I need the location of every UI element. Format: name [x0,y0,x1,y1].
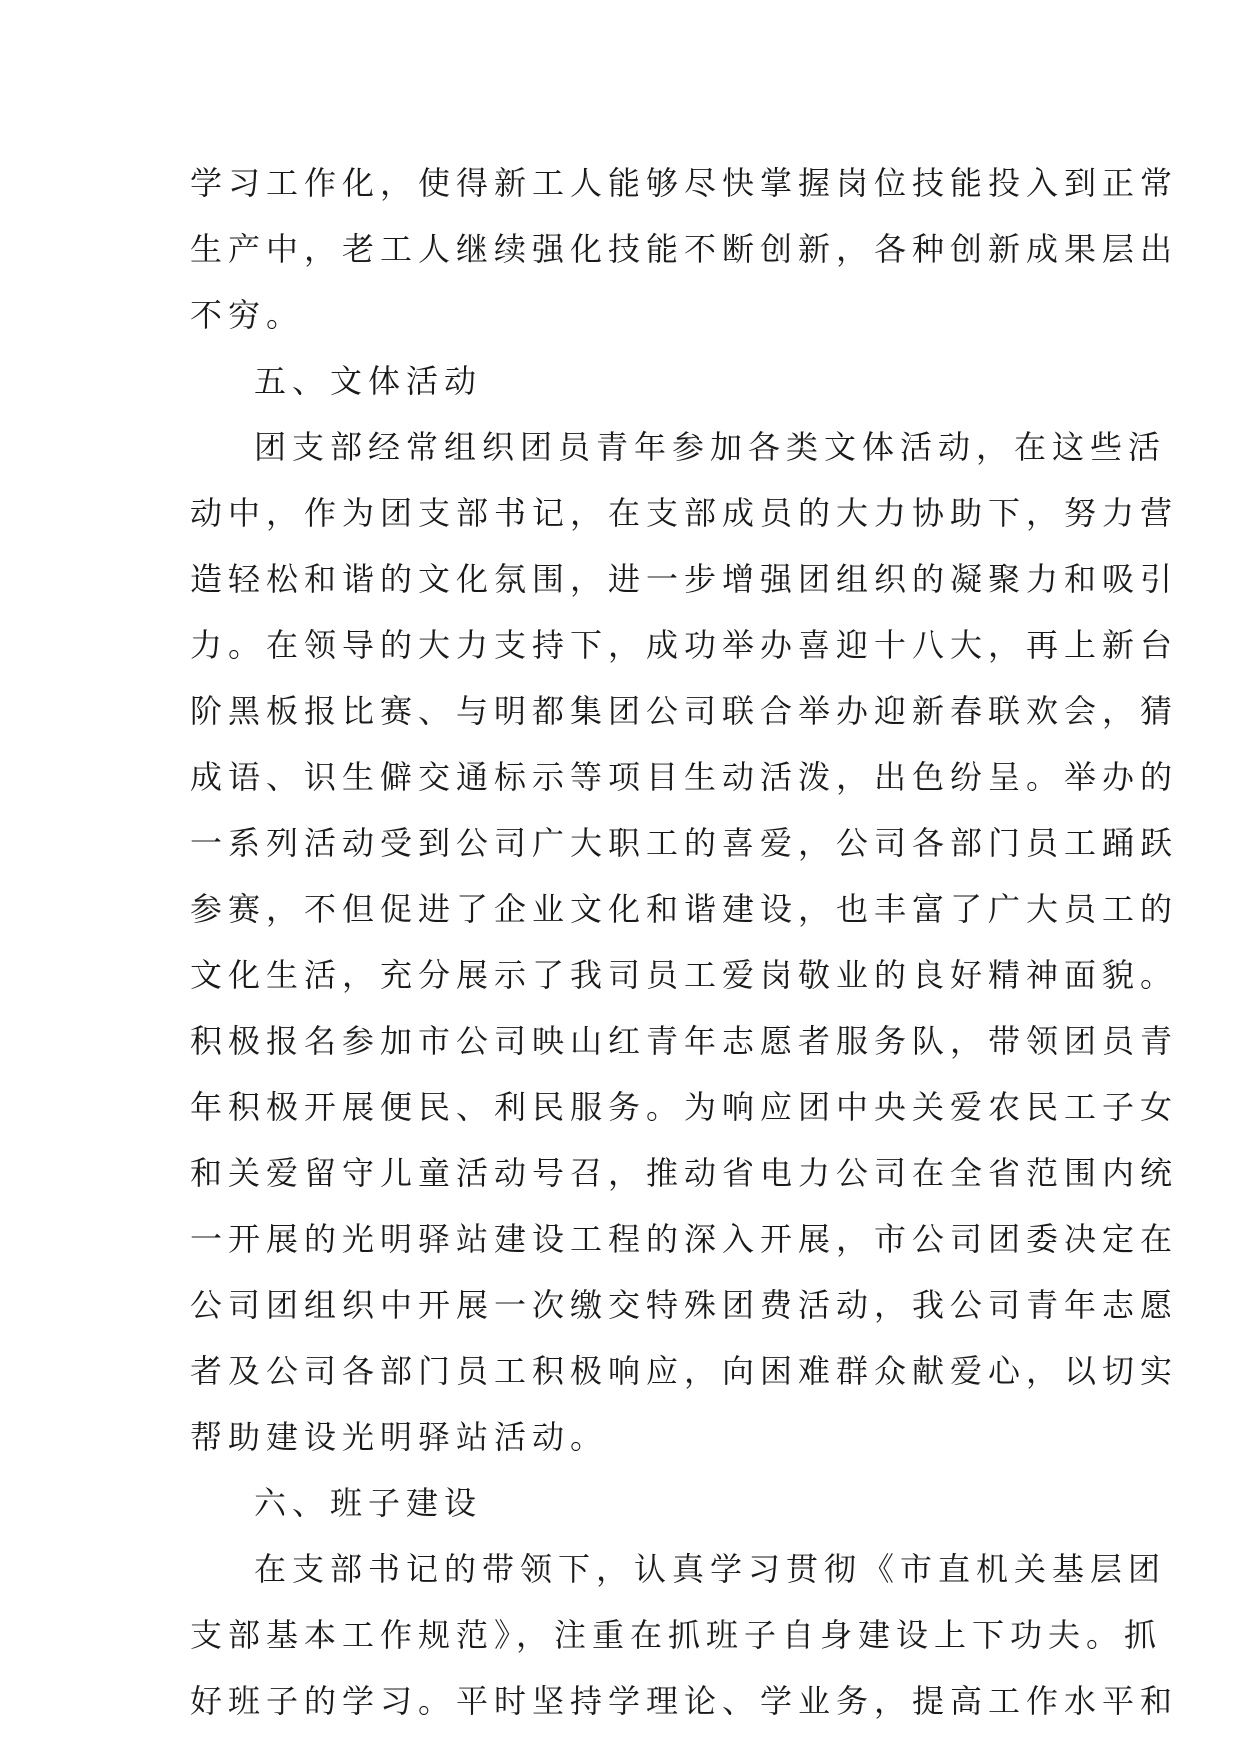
text-line: 参赛，不但促进了企业文化和谐建设，也丰富了广大员工的 [190,890,1179,928]
text-line: 帮助建设光明驿站活动。 [190,1418,609,1456]
text-line: 和关爱留守儿童活动号召，推动省电力公司在全省范围内统 [190,1154,1179,1192]
text-line: 支部基本工作规范》，注重在抓班子自身建设上下功夫。抓 [190,1616,1163,1654]
text-line: 好班子的学习。平时坚持学理论、学业务，提高工作水平和 [190,1682,1179,1720]
text-line: 一开展的光明驿站建设工程的深入开展，市公司团委决定在 [190,1220,1179,1258]
text-line: 文化生活，充分展示了我司员工爱岗敬业的良好精神面貌。 [190,956,1179,994]
section-heading: 六、班子建设 [254,1484,483,1522]
text-line: 者及公司各部门员工积极响应，向困难群众献爱心，以切实 [190,1352,1179,1390]
text-line: 阶黑板报比赛、与明都集团公司联合举办迎新春联欢会，猜 [190,692,1179,730]
text-line: 年积极开展便民、利民服务。为响应团中央关爱农民工子女 [190,1088,1179,1126]
text-line: 学习工作化，使得新工人能够尽快掌握岗位技能投入到正常 [190,164,1179,202]
text-line: 动中，作为团支部书记，在支部成员的大力协助下，努力营 [190,494,1179,532]
text-line: 不穷。 [190,296,305,334]
text-line: 成语、识生僻交通标示等项目生动活泼，出色纷呈。举办的 [190,758,1179,796]
text-line: 造轻松和谐的文化氛围，进一步增强团组织的凝聚力和吸引 [190,560,1179,598]
text-line: 力。在领导的大力支持下，成功举办喜迎十八大，再上新台 [190,626,1179,664]
section-heading: 五、文体活动 [254,362,483,400]
text-line: 公司团组织中开展一次缴交特殊团费活动，我公司青年志愿 [190,1286,1179,1324]
document-page [190,150,1179,1734]
text-line: 积极报名参加市公司映山红青年志愿者服务队，带领团员青 [190,1022,1179,1060]
text-line: 生产中，老工人继续强化技能不断创新，各种创新成果层出 [190,230,1179,268]
text-line: 团支部经常组织团员青年参加各类文体活动，在这些活 [254,428,1167,466]
text-line: 一系列活动受到公司广大职工的喜爱，公司各部门员工踊跃 [190,824,1179,862]
text-line: 在支部书记的带领下，认真学习贯彻《市直机关基层团 [254,1550,1167,1588]
